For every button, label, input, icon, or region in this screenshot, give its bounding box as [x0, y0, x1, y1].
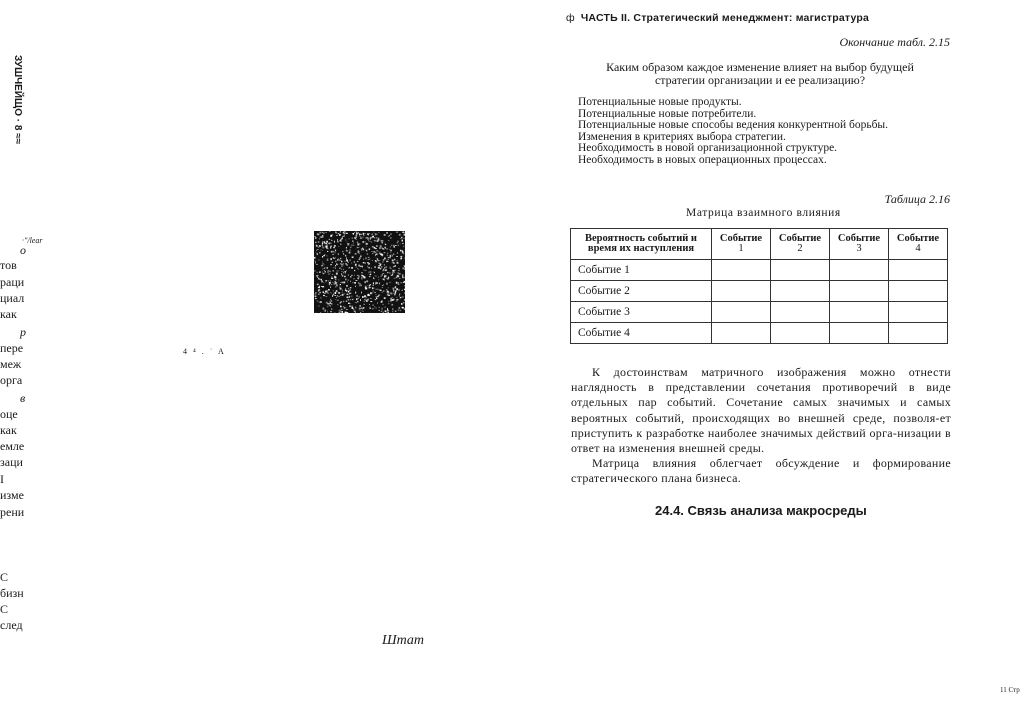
table-header-row	[571, 229, 948, 260]
edge-text-fragment: емле	[0, 439, 25, 453]
table-row	[571, 260, 948, 281]
edge-text-fragment: тов	[0, 258, 17, 272]
left-page-bottom-text: Штат	[382, 633, 424, 648]
edge-text-fragment: заци	[0, 455, 23, 469]
edge-text-fragment: о	[20, 243, 26, 257]
column-header: Событие 2	[771, 229, 830, 260]
row-header: Событие 3	[571, 302, 712, 323]
table-row	[571, 323, 948, 344]
list-item: Изменения в критериях выбора стратегии.	[578, 130, 786, 143]
scan-noise-image	[314, 231, 405, 313]
table-cell	[771, 260, 830, 281]
edge-text-fragment: как	[0, 307, 17, 321]
table-cell	[889, 281, 948, 302]
edge-text-fragment: циал	[0, 291, 25, 305]
header-marker: ф	[566, 12, 575, 24]
list-item: Потенциальные новые потребители.	[578, 107, 757, 120]
edge-text-fragment: рени	[0, 505, 25, 519]
edge-text-fragment: меж	[0, 357, 22, 371]
edge-text-fragment: I	[0, 472, 4, 486]
page-footer: 11 Стр	[1000, 686, 1020, 694]
table-cell	[830, 302, 889, 323]
edge-text-fragment: пере	[0, 341, 24, 355]
column-header: Событие 3	[830, 229, 889, 260]
edge-text-fragment: в	[20, 391, 26, 405]
edge-text-fragment: раци	[0, 275, 25, 289]
edge-text-fragment: оце	[0, 407, 18, 421]
table-cell	[830, 260, 889, 281]
table-cell	[712, 260, 771, 281]
table-cell	[830, 323, 889, 344]
list-item: Потенциальные новые продукты.	[578, 96, 742, 108]
table-cell	[712, 281, 771, 302]
edge-text-fragment: С	[0, 602, 9, 616]
column-header: Событие 4	[889, 229, 948, 260]
edge-text-fragment: бизн	[0, 586, 24, 600]
table-title: Матрица взаимного влияния	[686, 207, 841, 219]
table-cell	[712, 302, 771, 323]
section-heading: 24.4. Связь анализа макросреды	[655, 503, 867, 518]
vertical-scan-text: ЗУШЧЕЙЩО · 8 ≈≈	[12, 55, 23, 145]
impact-matrix-table	[570, 228, 948, 344]
table-question: Каким образом каждое изменение влияет на выбор будущей стратегии организации и ее реализацию?	[606, 60, 914, 87]
body-text	[571, 365, 951, 487]
list-item: Потенциальные новые способы ведения конкурентной борьбы.	[578, 119, 889, 131]
paragraph: К достоинствам матричного изображения можно отнести наглядность в представлении сочетания противоречий в виде отдельных пар событий. Сочетание самых значимых и самых вероятных событий, происходящих во внешней среде, позволя-ет приступить к разработке наиболее значимых действий орга-низации в ответ на изменения внешней среды.	[571, 365, 951, 456]
paragraph: Матрица влияния облегчает обсуждение и формирование стратегического плана бизнеса.	[571, 456, 951, 486]
table-caption: Таблица 2.16	[884, 192, 950, 206]
edge-text-fragment: след	[0, 618, 23, 632]
running-header	[566, 12, 869, 24]
list-item: Необходимость в новых операционных процессах.	[578, 153, 827, 166]
next-page-fragment	[0, 0, 26, 725]
header-text: ЧАСТЬ II. Стратегический менеджмент: магистратура	[580, 12, 870, 24]
edge-text-fragment: изме	[0, 488, 24, 502]
change-list	[578, 97, 888, 166]
table-end-caption: Окончание табл. 2.15	[839, 35, 950, 49]
edge-text-fragment: орга	[0, 373, 23, 387]
left-page-mark: 4 ⁴ . ˙ A	[183, 347, 226, 356]
row-header: Событие 4	[571, 323, 712, 344]
table-row	[571, 281, 948, 302]
table-cell	[889, 323, 948, 344]
table-cell	[889, 260, 948, 281]
table-cell	[771, 281, 830, 302]
table-cell	[771, 302, 830, 323]
row-header: Событие 1	[571, 260, 712, 281]
table-cell	[830, 281, 889, 302]
edge-text-fragment: р	[20, 325, 26, 339]
edge-text-fragment: С	[0, 570, 9, 584]
table-row	[571, 302, 948, 323]
table-cell	[771, 323, 830, 344]
left-page-scrap-text: ·"/lear	[22, 236, 43, 245]
row-header: Событие 2	[571, 281, 712, 302]
column-header: Событие 1	[712, 229, 771, 260]
table-cell	[889, 302, 948, 323]
table-corner-header: Вероятность событий и время их наступления	[571, 229, 712, 260]
table-cell	[712, 323, 771, 344]
edge-text-fragment: как	[0, 423, 17, 437]
list-item: Необходимость в новой организационной структуре.	[578, 142, 838, 154]
